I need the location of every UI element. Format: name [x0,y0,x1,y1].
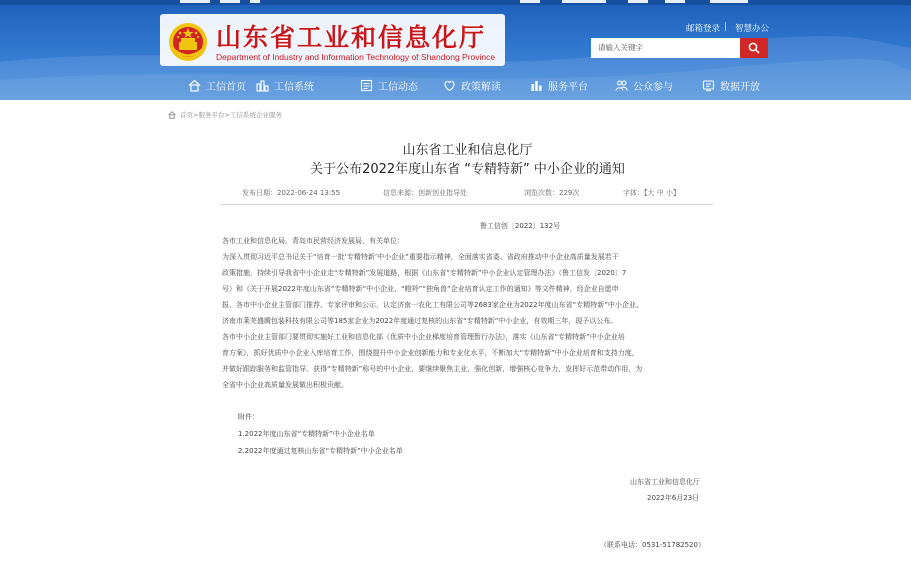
nav-label: 数据开放 [720,81,760,93]
search-button[interactable] [740,38,768,58]
public-icon [615,79,628,92]
top-strip [0,0,911,5]
data-icon [702,79,715,92]
home-icon [188,79,201,92]
view-count: 浏览次数：229次 [524,189,580,197]
signature-date: 2022年6月23日 [647,494,700,502]
site-subtitle: Department of Industry and Information Technology of Shandong Province [216,52,496,62]
body-line: 济南市莱芜盛腾包装科技有限公司等185家企业为2022年度通过复核的山东省“专精特新”中小企业，有效期三年，现予以公布。 [222,317,618,325]
attachment-link[interactable]: 1.2022年度山东省“专精特新”中小企业名单 [238,430,375,438]
body-line: 并做好跟踪服务和监管指导。获得“专精特新”称号的中小企业，要继续聚焦主业，强化创新，增强核心竞争力，发挥好示范带动作用，为 [222,365,643,373]
nav-item-service[interactable] [530,76,588,94]
site-title: 山东省工业和信息化厅 [216,23,487,52]
body-line: 全省中小企业高质量发展做出积极贡献。 [222,381,348,389]
nav-label: 服务平台 [548,81,588,93]
national-emblem [168,22,208,62]
body-line: 育方案》，抓好优质中小企业入库培育工作，围绕提升中小企业创新能力和专业化水平，不断加大“专精特新”中小企业培育和支持力度， [222,349,639,357]
nav-label: 工信动态 [378,81,418,93]
body-line: 政策措施，持续引导我省中小企业走“专精特新”发展道路，根据《山东省“专精特新”中小企业认定管理办法》（鲁工信发〔2020〕7 [222,269,627,277]
breadcrumb-home-icon[interactable] [168,111,176,119]
nav-item-news[interactable] [360,76,418,94]
search-input[interactable]: 请输入关键字 [591,38,741,58]
link-separator: | [724,22,727,32]
smart-office-link[interactable]: 智慧办公 [735,24,770,34]
attachment-link[interactable]: 2.2022年度通过复核山东省“专精特新”中小企业名单 [238,447,403,455]
nav-label: 工信首页 [206,81,246,93]
nav-item-system[interactable] [256,76,314,94]
body-line: 号）和《关于开展2022年度山东省“专精特新”中小企业、“瞪羚”“独角兽”企业培育认定工作的通知》等文件精神，经企业自愿申 [222,285,619,293]
info-source: 信息来源：创新创业指导处 [383,189,467,197]
publish-date: 发布日期：2022-06-24 13:55 [242,189,341,197]
body-line: 各市中小企业主管部门要贯彻实施好工业和信息化部《优质中小企业梯度培育管理暂行办法》，落实《山东省“专精特新”中小企业培 [222,333,625,341]
font-size-selector[interactable]: 字体：【大 中 小】 [623,189,680,197]
meta-divider [220,204,713,205]
breadcrumb [168,110,282,119]
nav-label: 政策解读 [461,81,501,93]
nav-item-policy[interactable] [443,76,501,94]
search-icon [748,42,760,54]
main-nav [0,70,911,98]
signature-org: 山东省工业和信息化厅 [630,478,700,486]
nav-item-data[interactable] [702,76,760,94]
breadcrumb-path[interactable]: 首页>服务平台>工信系统企业服务 [180,111,282,119]
body-line: 报、各市中小企业主管部门推荐、专家评审和公示，认定济南一农化工有限公司等2683家企业为2022年度山东省“专精特新”中小企业、 [222,301,643,309]
system-icon [256,79,269,92]
body-line: 为深入贯彻习近平总书记关于“培育一批‘专精特新’中小企业”重要指示精神，全面落实省委、省政府推动中小企业高质量发展若干 [222,253,619,261]
service-icon [530,79,543,92]
article-title: 关于公布2022年度山东省 “专精特新” 中小企业的通知 [310,162,625,177]
site-header [0,0,911,100]
policy-icon [443,79,456,92]
contact-phone: （联系电话：0531-51782520） [600,541,705,549]
nav-label: 公众参与 [633,81,673,93]
news-icon [360,79,373,92]
article-org-title: 山东省工业和信息化厅 [402,143,533,158]
document-number: 鲁工信创〔2022〕132号 [479,222,561,230]
attachments-label: 附件： [238,413,259,421]
body-line: 各市工业和信息化局，青岛市民营经济发展局，有关单位： [222,237,404,245]
nav-label: 工信系统 [274,81,314,93]
email-login-link[interactable]: 邮箱登录 [686,24,721,34]
nav-item-public[interactable] [615,76,673,94]
nav-item-home[interactable] [188,76,246,94]
